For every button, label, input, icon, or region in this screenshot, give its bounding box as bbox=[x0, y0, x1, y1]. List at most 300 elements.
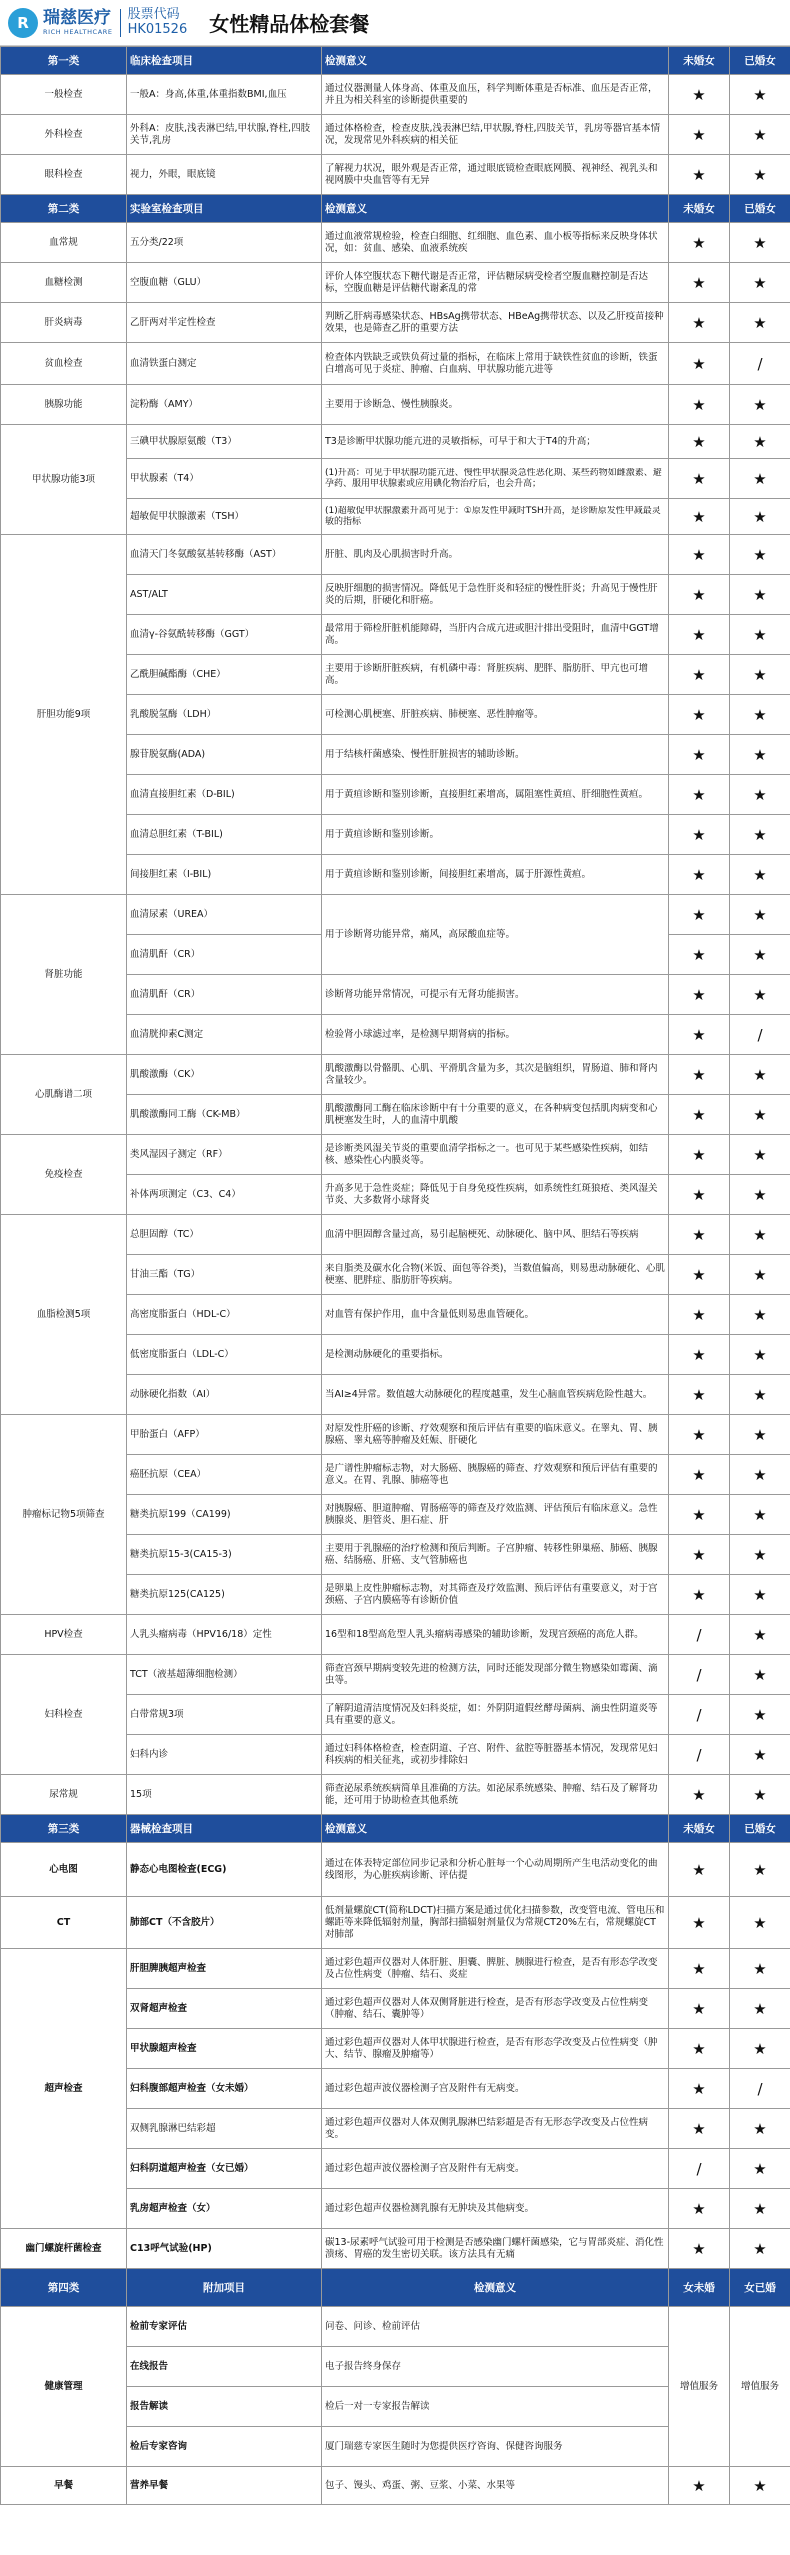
star-mark: ★ bbox=[730, 1897, 790, 1949]
star-mark: ★ bbox=[669, 1375, 730, 1415]
star-mark: ★ bbox=[730, 223, 790, 263]
table-row bbox=[1, 2229, 790, 2269]
item-meaning: 可检测心肌梗塞、肝脏疾病、肺梗塞、恶性肿瘤等。 bbox=[322, 695, 669, 735]
item-meaning bbox=[322, 263, 669, 303]
item-meaning: 问卷、问诊、检前评估 bbox=[322, 2307, 669, 2347]
table-row bbox=[1, 1055, 790, 1095]
item-name: 补体两项测定（C3、C4） bbox=[127, 1175, 322, 1215]
star-mark: ★ bbox=[669, 75, 730, 115]
slash-mark: / bbox=[730, 343, 790, 385]
item-meaning bbox=[322, 499, 669, 535]
star-mark: ★ bbox=[669, 1335, 730, 1375]
item-meaning: 检后一对一专家报告解读 bbox=[322, 2387, 669, 2427]
star-mark: ★ bbox=[730, 935, 790, 975]
category: HPV检查 bbox=[1, 1615, 127, 1655]
item-meaning bbox=[322, 2229, 669, 2269]
category: 尿常规 bbox=[1, 1775, 127, 1815]
star-mark: ★ bbox=[730, 1655, 790, 1695]
item-meaning bbox=[322, 2029, 669, 2069]
item-meaning bbox=[322, 1575, 669, 1615]
item-name: 白带常规3项 bbox=[127, 1695, 322, 1735]
star-mark: ★ bbox=[669, 615, 730, 655]
item-meaning bbox=[322, 1695, 669, 1735]
item-meaning-text: 通过彩色超声仪器对人体肝脏、胆囊、脾脏、胰腺进行检查，是否有形态学改变及占位性病变（肿瘤、结石、炎症 bbox=[325, 1956, 658, 1980]
section-header-2 bbox=[1, 195, 790, 223]
star-mark: ★ bbox=[730, 385, 790, 425]
category: 血糖检测 bbox=[1, 263, 127, 303]
star-mark: ★ bbox=[669, 1949, 730, 1989]
star-mark: ★ bbox=[669, 459, 730, 499]
item-meaning bbox=[322, 1375, 669, 1415]
table-row bbox=[1, 1215, 790, 1255]
item-meaning: 电子报告终身保存 bbox=[322, 2347, 669, 2387]
item-name: 低密度脂蛋白（LDL-C） bbox=[127, 1335, 322, 1375]
item-meaning-text: 通过彩色超声仪器对人体双侧乳腺淋巴结彩超是否有无形态学改变及占位性病变。 bbox=[325, 2116, 649, 2140]
item-name: 15项 bbox=[127, 1775, 322, 1815]
item-meaning: 用于黄疸诊断和鉴别诊断。 bbox=[322, 815, 669, 855]
item-meaning bbox=[322, 1843, 669, 1897]
table-row bbox=[1, 1843, 790, 1897]
item-meaning bbox=[322, 2109, 669, 2149]
item-name: 空腹血糖（GLU） bbox=[127, 263, 322, 303]
table-row bbox=[1, 1415, 790, 1455]
item-meaning: 对血管有保护作用，血中含量低则易患血管硬化。 bbox=[322, 1295, 669, 1335]
item-name: 血清天门冬氨酸氨基转移酶（AST） bbox=[127, 535, 322, 575]
star-mark: ★ bbox=[669, 535, 730, 575]
star-mark: ★ bbox=[730, 1335, 790, 1375]
stock-label: 股票代码 bbox=[127, 6, 180, 22]
item-meaning-text: 通过血液常规检验，检查白细胞、红细胞、血色素、血小板等指标来反映身体状况，如：贫血、感染、血液系统疾 bbox=[325, 230, 658, 254]
table-row bbox=[1, 115, 790, 155]
item-name: 血清直接胆红素（D-BIL) bbox=[127, 775, 322, 815]
star-mark: ★ bbox=[730, 1575, 790, 1615]
item-meaning bbox=[322, 1175, 669, 1215]
item-name: 超敏促甲状腺激素（TSH） bbox=[127, 499, 322, 535]
item-meaning: 用于黄疸诊断和鉴别诊断，间接胆红素增高，属于肝源性黄疸。 bbox=[322, 855, 669, 895]
section-header-4 bbox=[1, 2269, 790, 2307]
item-name: 血清总胆红素（T-BIL) bbox=[127, 815, 322, 855]
star-mark: ★ bbox=[730, 1055, 790, 1095]
item-meaning-text: 来自脂类及碳水化合物(米饭、面包等谷类)，当数值偏高，则易患动脉硬化、心肌梗塞、肥胖症、脂肪肝等疾病。 bbox=[325, 1262, 665, 1286]
section-header-1 bbox=[1, 47, 790, 75]
item-meaning bbox=[322, 155, 669, 195]
star-mark: ★ bbox=[669, 115, 730, 155]
table-row bbox=[1, 1615, 790, 1655]
table-row bbox=[1, 535, 790, 575]
item-name: 检后专家咨询 bbox=[127, 2427, 322, 2467]
star-mark: ★ bbox=[730, 303, 790, 343]
item-meaning-text: 反映肝细胞的损害情况。降低见于急性肝炎和轻症的慢性肝炎；升高见于慢性肝炎的后期，肝硬化和肝癌。 bbox=[325, 582, 658, 606]
section-item: 实验室检查项目 bbox=[127, 195, 322, 223]
star-mark: ★ bbox=[730, 499, 790, 535]
star-mark: ★ bbox=[730, 1295, 790, 1335]
item-name: 腺苷脱氨酶(ADA) bbox=[127, 735, 322, 775]
category: 肾脏功能 bbox=[1, 895, 127, 1055]
item-name: 检前专家评估 bbox=[127, 2307, 322, 2347]
star-mark: ★ bbox=[669, 2069, 730, 2109]
star-mark: ★ bbox=[669, 735, 730, 775]
star-mark: ★ bbox=[730, 75, 790, 115]
star-mark: ★ bbox=[730, 655, 790, 695]
category: 甲状腺功能3项 bbox=[1, 425, 127, 535]
stock-info bbox=[128, 8, 188, 38]
star-mark: ★ bbox=[730, 2109, 790, 2149]
item-name: 一般A：身高,体重,体重指数BMI,血压 bbox=[127, 75, 322, 115]
table-row bbox=[1, 2467, 790, 2505]
table-row bbox=[1, 1135, 790, 1175]
star-mark: ★ bbox=[669, 855, 730, 895]
item-name: 糖类抗原15-3(CA15-3) bbox=[127, 1535, 322, 1575]
table-row bbox=[1, 1949, 790, 1989]
item-name: 外科A：皮肤,浅表淋巴结,甲状腺,脊柱,四肢关节,乳房 bbox=[127, 115, 322, 155]
star-mark: ★ bbox=[730, 459, 790, 499]
item-name: 五分类/22项 bbox=[127, 223, 322, 263]
star-mark: ★ bbox=[669, 425, 730, 459]
item-name: 血清铁蛋白测定 bbox=[127, 343, 322, 385]
category: 一般检查 bbox=[1, 75, 127, 115]
star-mark: ★ bbox=[669, 2109, 730, 2149]
item-meaning bbox=[322, 303, 669, 343]
table-row bbox=[1, 2307, 790, 2347]
star-mark: ★ bbox=[730, 735, 790, 775]
item-meaning-text: 16型和18型高危型人乳头瘤病毒感染的辅助诊断，发现宫颈癌的高危人群。 bbox=[325, 1628, 644, 1640]
star-mark: ★ bbox=[669, 1175, 730, 1215]
table-row bbox=[1, 1775, 790, 1815]
star-mark: ★ bbox=[730, 263, 790, 303]
item-meaning bbox=[322, 1989, 669, 2029]
section-meaning: 检测意义 bbox=[322, 195, 669, 223]
item-name: 妇科内诊 bbox=[127, 1735, 322, 1775]
star-mark: ★ bbox=[669, 2229, 730, 2269]
item-meaning-text: 筛查泌尿系统疾病简单且准确的方法。如泌尿系统感染、肿瘤、结石及了解肾功能，还可用于协助检查其他系统 bbox=[325, 1782, 658, 1806]
item-meaning-text: 检查体内铁缺乏或铁负荷过量的指标，在临床上常用于缺铁性贫血的诊断，铁蛋白增高可见于炎症、肿瘤、白血病、甲状腺功能亢进等 bbox=[325, 351, 658, 375]
star-mark: ★ bbox=[730, 855, 790, 895]
item-meaning bbox=[322, 1897, 669, 1949]
item-name: 糖类抗原125(CA125) bbox=[127, 1575, 322, 1615]
star-mark: ★ bbox=[730, 895, 790, 935]
item-meaning-text: 低剂量螺旋CT(简称LDCT)扫描方案是通过优化扫描参数，改变管电流、管电压和螺距等来降低辐射剂量，胸部扫描辐射剂量仅为常规CT20%左右，常规螺旋CT对肺部 bbox=[325, 1904, 665, 1940]
section-cat: 第一类 bbox=[1, 47, 127, 75]
table-row bbox=[1, 223, 790, 263]
star-mark: ★ bbox=[669, 1455, 730, 1495]
item-name: 乳房超声检查（女） bbox=[127, 2189, 322, 2229]
item-name: 高密度脂蛋白（HDL-C） bbox=[127, 1295, 322, 1335]
item-name: 乙酰胆碱酯酶（CHE） bbox=[127, 655, 322, 695]
item-meaning: 诊断肾功能异常情况，可提示有无肾功能损害。 bbox=[322, 975, 669, 1015]
item-meaning-text: 用于黄疸诊断和鉴别诊断，直接胆红素增高，属阻塞性黄疸、肝细胞性黄疸。 bbox=[325, 788, 649, 800]
item-name: 甲胎蛋白（AFP） bbox=[127, 1415, 322, 1455]
item-meaning-text: 通过彩色超声仪器对人体甲状腺进行检查，是否有形态学改变及占位性病变（肿大、结节、腺瘤及肿瘤等） bbox=[325, 2036, 658, 2060]
section-unmarried: 未婚女 bbox=[669, 195, 730, 223]
star-mark: ★ bbox=[669, 1255, 730, 1295]
category: 妇科检查 bbox=[1, 1655, 127, 1775]
section-married: 已婚女 bbox=[730, 1815, 790, 1843]
item-name: 乳酸脱氢酶（LDH） bbox=[127, 695, 322, 735]
section-item: 临床检查项目 bbox=[127, 47, 322, 75]
category: 眼科检查 bbox=[1, 155, 127, 195]
star-mark: ★ bbox=[730, 1843, 790, 1897]
item-meaning-text: 筛查宫颈早期病变较先进的检测方法，同时还能发现部分微生物感染如霉菌、滴虫等。 bbox=[325, 1662, 658, 1686]
item-meaning bbox=[322, 75, 669, 115]
star-mark: ★ bbox=[730, 1215, 790, 1255]
service-married: 增值服务 bbox=[730, 2307, 790, 2467]
logo-cn: 瑞慈医疗 bbox=[43, 7, 111, 28]
item-name: 妇科阴道超声检查（女已婚） bbox=[127, 2149, 322, 2189]
star-mark: ★ bbox=[669, 2029, 730, 2069]
item-meaning bbox=[322, 1735, 669, 1775]
item-name: 双侧乳腺淋巴结彩超 bbox=[127, 2109, 322, 2149]
star-mark: ★ bbox=[669, 499, 730, 535]
star-mark: ★ bbox=[730, 1695, 790, 1735]
star-mark: ★ bbox=[669, 1135, 730, 1175]
item-meaning-text: 是广谱性肿瘤标志物，对大肠癌、胰腺癌的筛查、疗效观察和预后评估有重要的意义。在胃、乳腺、肺癌等也 bbox=[325, 1462, 658, 1486]
star-mark: ★ bbox=[730, 1135, 790, 1175]
section-married: 已婚女 bbox=[730, 195, 790, 223]
table-row bbox=[1, 1897, 790, 1949]
table-row bbox=[1, 385, 790, 425]
category: 肿瘤标记物5项筛查 bbox=[1, 1415, 127, 1615]
item-meaning bbox=[322, 1455, 669, 1495]
star-mark: ★ bbox=[669, 1843, 730, 1897]
section-married: 女已婚 bbox=[730, 2269, 790, 2307]
star-mark: ★ bbox=[730, 1175, 790, 1215]
slash-mark: / bbox=[669, 1695, 730, 1735]
item-name: 肌酸激酶（CK） bbox=[127, 1055, 322, 1095]
slash-mark: / bbox=[669, 1655, 730, 1695]
table-row bbox=[1, 303, 790, 343]
category: 健康管理 bbox=[1, 2307, 127, 2467]
star-mark: ★ bbox=[669, 2467, 730, 2505]
section-unmarried: 未婚女 bbox=[669, 47, 730, 75]
section-meaning: 检测意义 bbox=[322, 2269, 669, 2307]
item-meaning: 用于结核杆菌感染、慢性肝脏损害的辅助诊断。 bbox=[322, 735, 669, 775]
item-meaning bbox=[322, 575, 669, 615]
item-meaning bbox=[322, 1055, 669, 1095]
category: 免疫检查 bbox=[1, 1135, 127, 1215]
star-mark: ★ bbox=[669, 1415, 730, 1455]
item-meaning: 肝脏、肌肉及心肌损害时升高。 bbox=[322, 535, 669, 575]
table-row bbox=[1, 425, 790, 459]
table-row bbox=[1, 895, 790, 935]
star-mark: ★ bbox=[730, 2229, 790, 2269]
category: 外科检查 bbox=[1, 115, 127, 155]
slash-mark: / bbox=[730, 2069, 790, 2109]
item-meaning bbox=[322, 1255, 669, 1295]
star-mark: ★ bbox=[730, 2189, 790, 2229]
section-unmarried: 女未婚 bbox=[669, 2269, 730, 2307]
item-name: 类风湿因子测定（RF） bbox=[127, 1135, 322, 1175]
slash-mark: / bbox=[669, 2149, 730, 2189]
star-mark: ★ bbox=[730, 535, 790, 575]
category: 贫血检查 bbox=[1, 343, 127, 385]
item-meaning: 检验肾小球滤过率，是检测早期肾病的指标。 bbox=[322, 1015, 669, 1055]
category: 肝胆功能9项 bbox=[1, 535, 127, 895]
item-name: 报告解读 bbox=[127, 2387, 322, 2427]
item-meaning bbox=[322, 655, 669, 695]
item-meaning-text: (1)超敏促甲状腺激素升高可见于：①原发性甲减时TSH升高，是诊断原发性甲减最灵敏的指标 bbox=[325, 505, 661, 527]
item-name: 间接胆红素（I-BIL) bbox=[127, 855, 322, 895]
category: 幽门螺旋杆菌检查 bbox=[1, 2229, 127, 2269]
star-mark: ★ bbox=[669, 223, 730, 263]
item-meaning-text: 判断乙肝病毒感染状态、HBsAg携带状态、HBeAg携带状态、以及乙肝疫苗接种效果，也是筛查乙肝的重要方法 bbox=[325, 310, 664, 334]
star-mark: ★ bbox=[669, 343, 730, 385]
star-mark: ★ bbox=[669, 1055, 730, 1095]
section-cat: 第二类 bbox=[1, 195, 127, 223]
item-meaning bbox=[322, 1615, 669, 1655]
item-name: AST/ALT bbox=[127, 575, 322, 615]
item-meaning bbox=[322, 1215, 669, 1255]
star-mark: ★ bbox=[669, 1015, 730, 1055]
star-mark: ★ bbox=[669, 935, 730, 975]
section-cat: 第三类 bbox=[1, 1815, 127, 1843]
item-meaning: 通过彩色超声波仪器检测子宫及附件有无病变。 bbox=[322, 2149, 669, 2189]
item-name: 癌胚抗原（CEA） bbox=[127, 1455, 322, 1495]
logo-en: RICH HEALTHCARE bbox=[43, 27, 113, 36]
logo bbox=[43, 7, 113, 36]
page-title: 女性精品体检套餐 bbox=[209, 12, 370, 36]
star-mark: ★ bbox=[730, 1495, 790, 1535]
item-meaning-text: 升高多见于急性炎症；降低见于自身免疫性疾病，如系统性红斑狼疮、类风湿关节炎、大多数肾小球肾炎 bbox=[325, 1182, 658, 1206]
item-name: 血清胱抑素C测定 bbox=[127, 1015, 322, 1055]
item-meaning-text: 血清中胆固醇含量过高，易引起脑梗死、动脉硬化、脑中风、胆结石等疾病 bbox=[325, 1228, 639, 1240]
star-mark: ★ bbox=[730, 1095, 790, 1135]
logo-icon: R bbox=[8, 8, 38, 38]
item-name: 妇科腹部超声检查（女未婚） bbox=[127, 2069, 322, 2109]
item-meaning bbox=[322, 425, 669, 459]
star-mark: ★ bbox=[730, 1949, 790, 1989]
item-meaning-text: 厦门瑞慈专家医生随时为您提供医疗咨询、保健咨询服务 bbox=[325, 2440, 563, 2452]
item-meaning: 通过彩色超声波仪器检测子宫及附件有无病变。 bbox=[322, 2069, 669, 2109]
star-mark: ★ bbox=[669, 695, 730, 735]
star-mark: ★ bbox=[730, 615, 790, 655]
item-meaning bbox=[322, 1135, 669, 1175]
section-cat: 第四类 bbox=[1, 2269, 127, 2307]
item-name: 三碘甲状腺原氨酸（T3） bbox=[127, 425, 322, 459]
item-meaning bbox=[322, 1495, 669, 1535]
item-meaning-text: 通过妇科体格检查，检查阴道、子宫、附件、盆腔等脏器基本情况，发现常见妇科疾病的相关征兆，或初步排除妇 bbox=[325, 1742, 658, 1766]
item-name: 淀粉酶（AMY） bbox=[127, 385, 322, 425]
item-meaning bbox=[322, 2427, 669, 2467]
category: 血脂检测5项 bbox=[1, 1215, 127, 1415]
item-meaning bbox=[322, 615, 669, 655]
item-meaning-text: 当AI≥4异常。数值越大动脉硬化的程度越重，发生心脑血管疾病危险性越大。 bbox=[325, 1388, 653, 1400]
table-row bbox=[1, 75, 790, 115]
item-meaning-text: (1)升高：可见于甲状腺功能亢进、慢性甲状腺炎急性恶化期、某些药物如雌激素、避孕药、服用甲状腺素或应用碘化物治疗后，也会升高； bbox=[325, 467, 662, 489]
star-mark: ★ bbox=[730, 1989, 790, 2029]
item-meaning-text: 了解视力状况，眼外观是否正常，通过眼底镜检查眼底网膜、视神经、视乳头和视网膜中央血管等有无异 bbox=[325, 162, 658, 186]
star-mark: ★ bbox=[730, 2029, 790, 2069]
item-meaning bbox=[322, 343, 669, 385]
star-mark: ★ bbox=[730, 425, 790, 459]
item-meaning-text: 对胰腺癌、胆道肿瘤、胃肠癌等的筛查及疗效监测、评估预后有临床意义。急性胰腺炎、胆管炎、胆石症、肝 bbox=[325, 1502, 658, 1526]
item-name: 血清肌酐（CR） bbox=[127, 975, 322, 1015]
category: 早餐 bbox=[1, 2467, 127, 2505]
star-mark: ★ bbox=[669, 1495, 730, 1535]
category: 超声检查 bbox=[1, 1949, 127, 2229]
item-name: 视力，外眼，眼底镜 bbox=[127, 155, 322, 195]
item-meaning bbox=[322, 1535, 669, 1575]
star-mark: ★ bbox=[730, 1535, 790, 1575]
item-name: 甘油三酯（TG） bbox=[127, 1255, 322, 1295]
item-name: C13呼气试验(HP) bbox=[127, 2229, 322, 2269]
item-name: 血清尿素（UREA） bbox=[127, 895, 322, 935]
slash-mark: / bbox=[669, 1735, 730, 1775]
item-meaning-text: 对原发性肝癌的诊断、疗效观察和预后评估有重要的临床意义。在睾丸、胃、胰腺癌、睾丸癌等肿瘤及妊娠、肝硬化 bbox=[325, 1422, 658, 1446]
star-mark: ★ bbox=[730, 115, 790, 155]
item-meaning-text: 是诊断类风湿关节炎的重要血清学指标之一。也可见于某些感染性疾病，如结核、感染性心内膜炎等。 bbox=[325, 1142, 649, 1166]
item-meaning-text: 主要用于乳腺癌的治疗检测和预后判断。子宫肿瘤、转移性卵巢癌、肺癌、胰腺癌、结肠癌、肝癌、支气管肺癌也 bbox=[325, 1542, 658, 1566]
item-name: 肌酸激酶同工酶（CK-MB） bbox=[127, 1095, 322, 1135]
star-mark: ★ bbox=[730, 975, 790, 1015]
item-name: 动脉硬化指数（AI） bbox=[127, 1375, 322, 1415]
item-meaning: 通过彩色超声仪器检测乳腺有无肿块及其他病变。 bbox=[322, 2189, 669, 2229]
star-mark: ★ bbox=[669, 1775, 730, 1815]
star-mark: ★ bbox=[669, 1215, 730, 1255]
item-meaning-text: 了解阴道清洁度情况及妇科炎症，如：外阴阴道假丝酵母菌病、滴虫性阴道炎等具有重要的意义。 bbox=[325, 1702, 658, 1726]
item-meaning-text: 碳13-尿素呼气试验可用于检测是否感染幽门螺杆菌感染，它与胃部炎症、消化性溃疡、胃癌的发生密切关联。该方法具有无痛 bbox=[325, 2236, 664, 2260]
star-mark: ★ bbox=[730, 695, 790, 735]
item-meaning bbox=[322, 1949, 669, 1989]
item-meaning: 用于诊断肾功能异常，痛风，高尿酸血症等。 bbox=[322, 895, 669, 975]
star-mark: ★ bbox=[669, 1295, 730, 1335]
star-mark: ★ bbox=[730, 1615, 790, 1655]
item-meaning bbox=[322, 1655, 669, 1695]
star-mark: ★ bbox=[730, 1775, 790, 1815]
item-meaning bbox=[322, 1415, 669, 1455]
section-item: 附加项目 bbox=[127, 2269, 322, 2307]
item-meaning bbox=[322, 115, 669, 155]
item-name: 营养早餐 bbox=[127, 2467, 322, 2505]
star-mark: ★ bbox=[730, 1735, 790, 1775]
star-mark: ★ bbox=[669, 895, 730, 935]
item-name: TCT（液基超薄细胞检测） bbox=[127, 1655, 322, 1695]
star-mark: ★ bbox=[730, 1375, 790, 1415]
star-mark: ★ bbox=[669, 1575, 730, 1615]
star-mark: ★ bbox=[669, 815, 730, 855]
star-mark: ★ bbox=[669, 1897, 730, 1949]
star-mark: ★ bbox=[669, 303, 730, 343]
item-meaning: 主要用于诊断急、慢性胰腺炎。 bbox=[322, 385, 669, 425]
item-name: 静态心电图检查(ECG) bbox=[127, 1843, 322, 1897]
star-mark: ★ bbox=[669, 575, 730, 615]
page-header bbox=[0, 0, 790, 46]
star-mark: ★ bbox=[730, 1415, 790, 1455]
table-row bbox=[1, 343, 790, 385]
item-name: 双肾超声检查 bbox=[127, 1989, 322, 2029]
item-name: 肝胆脾胰超声检查 bbox=[127, 1949, 322, 1989]
item-meaning-text: 肌酸激酶同工酶在临床诊断中有十分重要的意义，在各种病变包括肌肉病变和心肌梗塞发生时，人的血清中肌酸 bbox=[325, 1102, 658, 1126]
category: 心电图 bbox=[1, 1843, 127, 1897]
category: CT bbox=[1, 1897, 127, 1949]
table-row bbox=[1, 263, 790, 303]
checkup-table bbox=[0, 46, 790, 2505]
item-meaning-text: 是卵巢上皮性肿瘤标志物，对其筛查及疗效监测、预后评估有重要意义，对于宫颈癌、子宫内膜癌等有诊断价值 bbox=[325, 1582, 658, 1606]
item-meaning-text: 通过在体表特定部位同步记录和分析心脏每一个心动周期所产生电活动变化的曲线图形，为心脏疾病诊断、评估提 bbox=[325, 1857, 658, 1881]
star-mark: ★ bbox=[730, 1255, 790, 1295]
category: 肝炎病毒 bbox=[1, 303, 127, 343]
section-married: 已婚女 bbox=[730, 47, 790, 75]
star-mark: ★ bbox=[730, 2149, 790, 2189]
category: 血常规 bbox=[1, 223, 127, 263]
table-row bbox=[1, 1655, 790, 1695]
item-meaning-text: 通过彩色超声仪器对人体双侧肾脏进行检查，是否有形态学改变及占位性病变（肿瘤、结石、囊肿等） bbox=[325, 1996, 649, 2020]
star-mark: ★ bbox=[669, 1095, 730, 1135]
item-meaning: 包子、馒头、鸡蛋、粥、豆浆、小菜、水果等 bbox=[322, 2467, 669, 2505]
service-unmarried: 增值服务 bbox=[669, 2307, 730, 2467]
star-mark: ★ bbox=[669, 775, 730, 815]
star-mark: ★ bbox=[669, 975, 730, 1015]
section-unmarried: 未婚女 bbox=[669, 1815, 730, 1843]
